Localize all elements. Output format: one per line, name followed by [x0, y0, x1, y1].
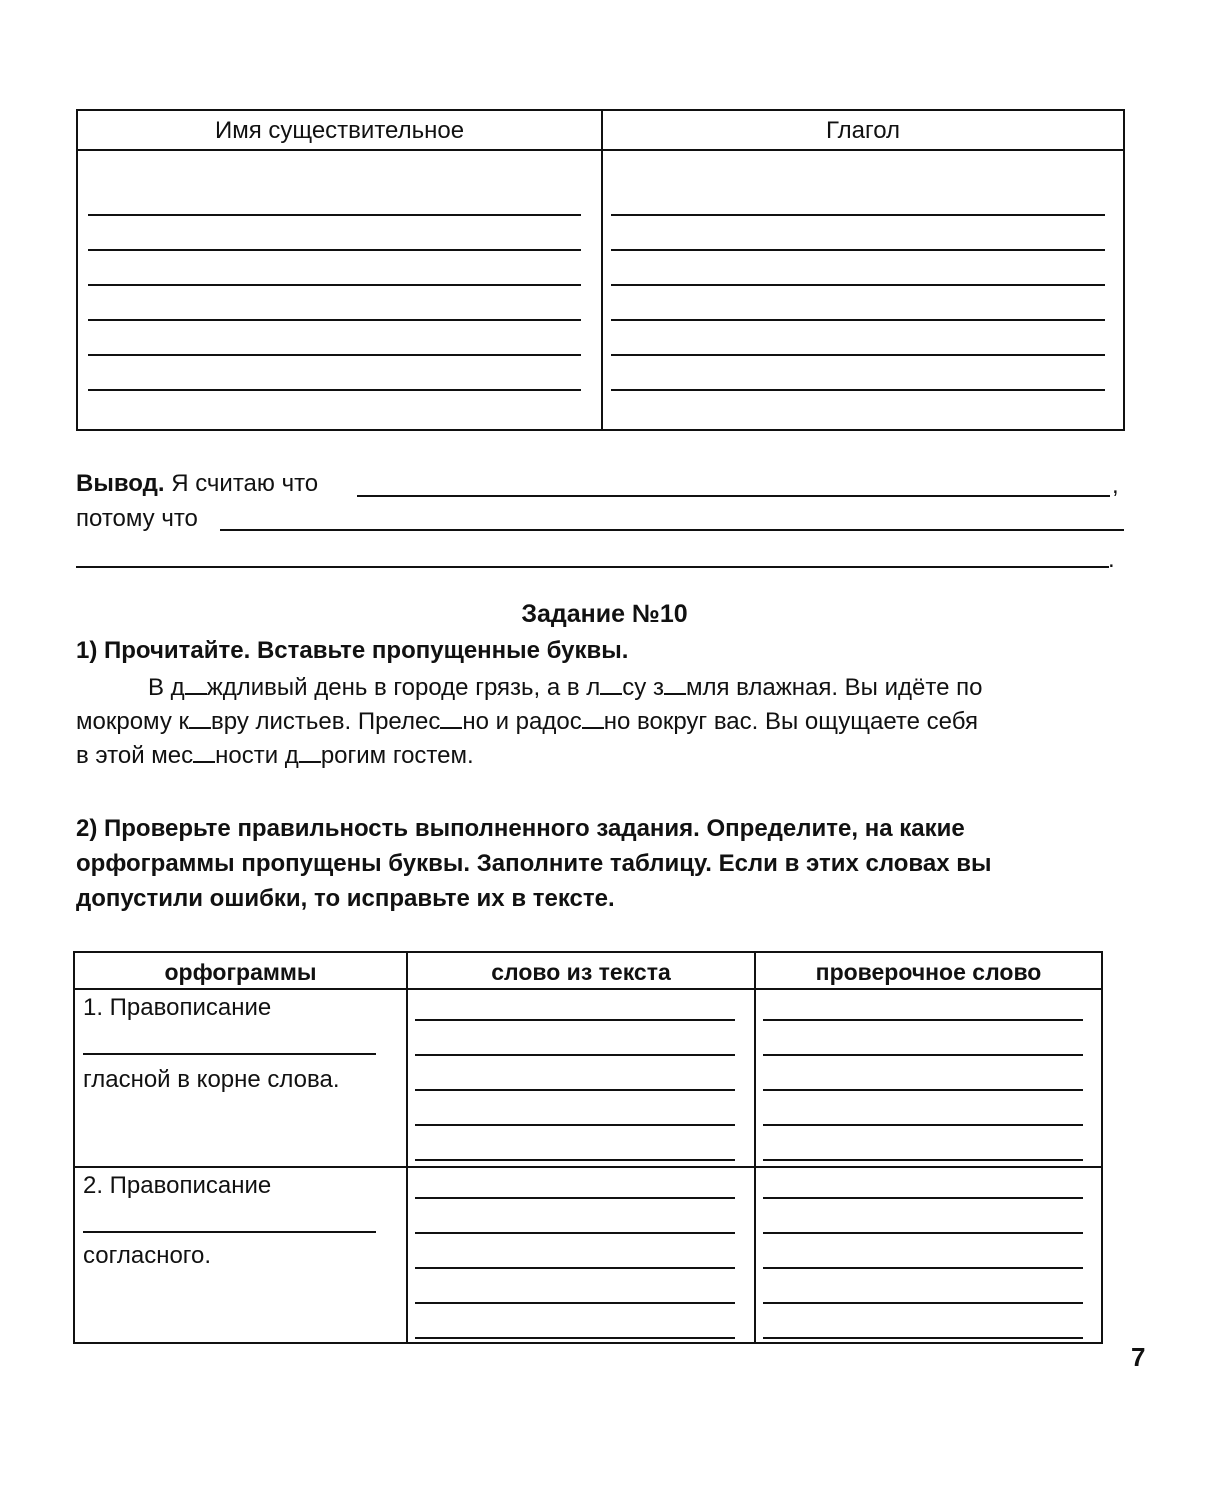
noun-answer-line[interactable] — [88, 284, 581, 286]
text-segment: в этой мес — [76, 742, 194, 769]
row2-label-top: 2. Правописание — [83, 1172, 272, 1199]
word-answer-line[interactable] — [415, 1019, 735, 1021]
header-spelling-rules: орфограммы — [164, 959, 317, 985]
blank[interactable] — [189, 711, 211, 729]
instruction-line: допустили ошибки, то исправьте их в тексте. — [76, 885, 615, 912]
blank[interactable] — [193, 745, 215, 763]
word-answer-line[interactable] — [415, 1267, 735, 1269]
text-segment: мокрому к — [76, 708, 189, 735]
noun-answer-line[interactable] — [88, 354, 581, 356]
page-number: 7 — [1131, 1342, 1146, 1372]
row2-rule-blank[interactable] — [83, 1231, 376, 1233]
conclusion-label: Вывод. — [76, 470, 165, 497]
blank[interactable] — [299, 745, 321, 763]
because-prompt: потому что — [76, 505, 198, 532]
text-segment: су з — [622, 674, 664, 701]
instruction-line: орфограммы пропущены буквы. Заполните таблицу. Если в этих словах вы — [76, 850, 992, 877]
text-segment: ности д — [215, 742, 299, 769]
conclusion-answer-line-1[interactable] — [357, 495, 1110, 497]
check-answer-line[interactable] — [763, 1159, 1083, 1161]
conclusion-answer-line-2[interactable] — [220, 529, 1124, 531]
column-divider — [754, 953, 756, 1342]
text-segment: вру листьев. Прелес — [210, 708, 441, 735]
check-answer-line[interactable] — [763, 1337, 1083, 1339]
check-answer-line[interactable] — [763, 1019, 1083, 1021]
word-answer-line[interactable] — [415, 1054, 735, 1056]
row1-rule-blank[interactable] — [83, 1053, 376, 1055]
verb-answer-line[interactable] — [611, 284, 1105, 286]
check-answer-line[interactable] — [763, 1232, 1083, 1234]
text-segment: но и радос — [462, 708, 582, 735]
row1-label-bottom: гласной в корне слова. — [83, 1066, 340, 1093]
conclusion-prompt: Я считаю что — [171, 470, 319, 497]
step2-instruction — [76, 811, 1126, 916]
text-segment: мля влажная. Вы идёте по — [685, 674, 983, 701]
check-answer-line[interactable] — [763, 1267, 1083, 1269]
header-noun: Имя существительное — [214, 117, 465, 144]
period: . — [1108, 546, 1115, 573]
column-divider — [406, 953, 408, 1342]
verb-answer-line[interactable] — [611, 389, 1105, 391]
blank[interactable] — [664, 677, 686, 695]
fill-in-text — [76, 671, 1126, 773]
word-answer-line[interactable] — [415, 1197, 735, 1199]
word-answer-line[interactable] — [415, 1089, 735, 1091]
verb-answer-line[interactable] — [611, 214, 1105, 216]
text-segment: ждливый день в городе грязь, а в л — [206, 674, 601, 701]
text-segment: но вокруг вас. Вы ощущаете себя — [603, 708, 978, 735]
row2-label-bottom: согласного. — [83, 1242, 212, 1269]
check-answer-line[interactable] — [763, 1302, 1083, 1304]
header-verb: Глагол — [825, 117, 901, 144]
blank[interactable] — [582, 711, 604, 729]
word-answer-line[interactable] — [415, 1124, 735, 1126]
blank[interactable] — [185, 677, 207, 695]
noun-answer-line[interactable] — [88, 389, 581, 391]
conclusion-answer-line-3[interactable] — [76, 566, 1109, 568]
text-segment: рогим гостем. — [320, 742, 474, 769]
check-answer-line[interactable] — [763, 1124, 1083, 1126]
check-answer-line[interactable] — [763, 1054, 1083, 1056]
task-title: Задание №10 — [521, 600, 688, 628]
header-word-from-text: слово из текста — [491, 959, 671, 985]
comma: , — [1112, 472, 1119, 499]
conclusion-line-1 — [76, 470, 318, 498]
row1-label-top: 1. Правописание — [83, 994, 272, 1021]
check-answer-line[interactable] — [763, 1197, 1083, 1199]
noun-verb-table — [76, 109, 1125, 431]
word-answer-line[interactable] — [415, 1337, 735, 1339]
blank[interactable] — [600, 677, 622, 695]
header-check-word: проверочное слово — [815, 959, 1042, 985]
word-answer-line[interactable] — [415, 1159, 735, 1161]
verb-answer-line[interactable] — [611, 319, 1105, 321]
noun-answer-line[interactable] — [88, 319, 581, 321]
noun-answer-line[interactable] — [88, 214, 581, 216]
row-divider — [75, 1166, 1101, 1168]
noun-answer-line[interactable] — [88, 249, 581, 251]
word-answer-line[interactable] — [415, 1302, 735, 1304]
text-segment: В д — [148, 674, 185, 701]
word-answer-line[interactable] — [415, 1232, 735, 1234]
step1-instruction: 1) Прочитайте. Вставьте пропущенные буквы. — [76, 637, 629, 664]
spelling-table — [73, 951, 1103, 1344]
blank[interactable] — [440, 711, 462, 729]
instruction-line: 2) Проверьте правильность выполненного задания. Определите, на какие — [76, 815, 965, 842]
check-answer-line[interactable] — [763, 1089, 1083, 1091]
verb-answer-line[interactable] — [611, 354, 1105, 356]
column-divider — [601, 111, 603, 429]
verb-answer-line[interactable] — [611, 249, 1105, 251]
